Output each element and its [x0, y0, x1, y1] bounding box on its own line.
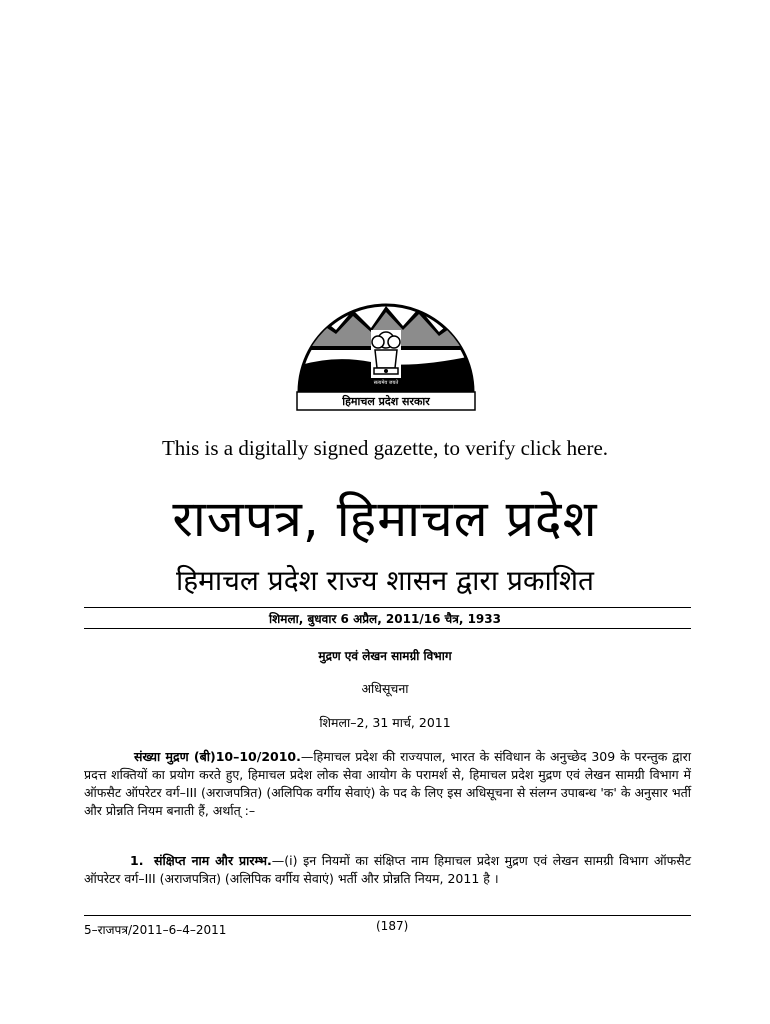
rule-paragraph [84, 852, 691, 888]
footer-rule [84, 915, 691, 916]
rule-body: —(i) इन नियमों का संक्षिप्त नाम हिमाचल प्रदेश मुद्रण एवं लेखन सामग्री विभाग ऑफसैट ऑपरेटर वर्ग–III (अराजपत्रित) (अलिपिक वर्गीय सेवाएं) भर्ती और प्रोन्नति नियम, 2011 है । [84, 853, 692, 886]
header-rule-top [84, 607, 691, 608]
himachal-emblem-icon [291, 288, 481, 412]
gazette-subtitle: हिमाचल प्रदेश राज्य शासन द्वारा प्रकाशित [176, 564, 594, 597]
place-date: शिमला–2, 31 मार्च, 2011 [319, 715, 451, 730]
rule-number: 1. [130, 853, 144, 868]
notification-heading: अधिसूचना [361, 681, 409, 696]
issue-dateline: शिमला, बुधवार 6 अप्रैल, 2011/16 चैत्र, 1933 [269, 612, 501, 626]
department-heading: मुद्रण एवं लेखन सामग्री विभाग [318, 649, 452, 663]
emblem-motto: सत्यमेव जयते [373, 380, 399, 386]
rule-heading: संक्षिप्त नाम और प्रारम्भ. [154, 853, 272, 868]
notification-body: —हिमाचल प्रदेश की राज्यपाल, भारत के संविधान के अनुच्छेद 309 के परन्तुक द्वारा प्रदत्त शक्तियों का प्रयोग करते हुए, हिमाचल प्रदेश लोक सेवा आयोग के परामर्श से, हिमाचल प्रदेश मुद्रण एवं लेखन सामग्री विभाग में ऑफसैट ऑपरेटर वर्ग–III (अराजपत्रित) (अलिपिक वर्गीय सेवाएं) के पद के लिए इस अधिसूचना से संलग्न उपाबन्ध 'क' के अनुसार भर्ती और प्रोन्नति नियम बनाती हैं, अर्थात् :– [84, 749, 691, 818]
footer-code: 5–राजपत्र/2011–6–4–2011 [84, 923, 227, 937]
verify-signature-link[interactable]: This is a digitally signed gazette, to verify click here. [161, 436, 609, 460]
header-rule-bottom [84, 628, 691, 629]
page-number: (187) [376, 919, 409, 933]
gazette-title: राजपत्र, हिमाचल प्रदेश [172, 490, 598, 548]
notification-paragraph [84, 748, 691, 820]
notification-reference: संख्या मुद्रण (बी)10–10/2010. [134, 749, 301, 764]
emblem-caption: हिमाचल प्रदेश सरकार [342, 395, 430, 408]
